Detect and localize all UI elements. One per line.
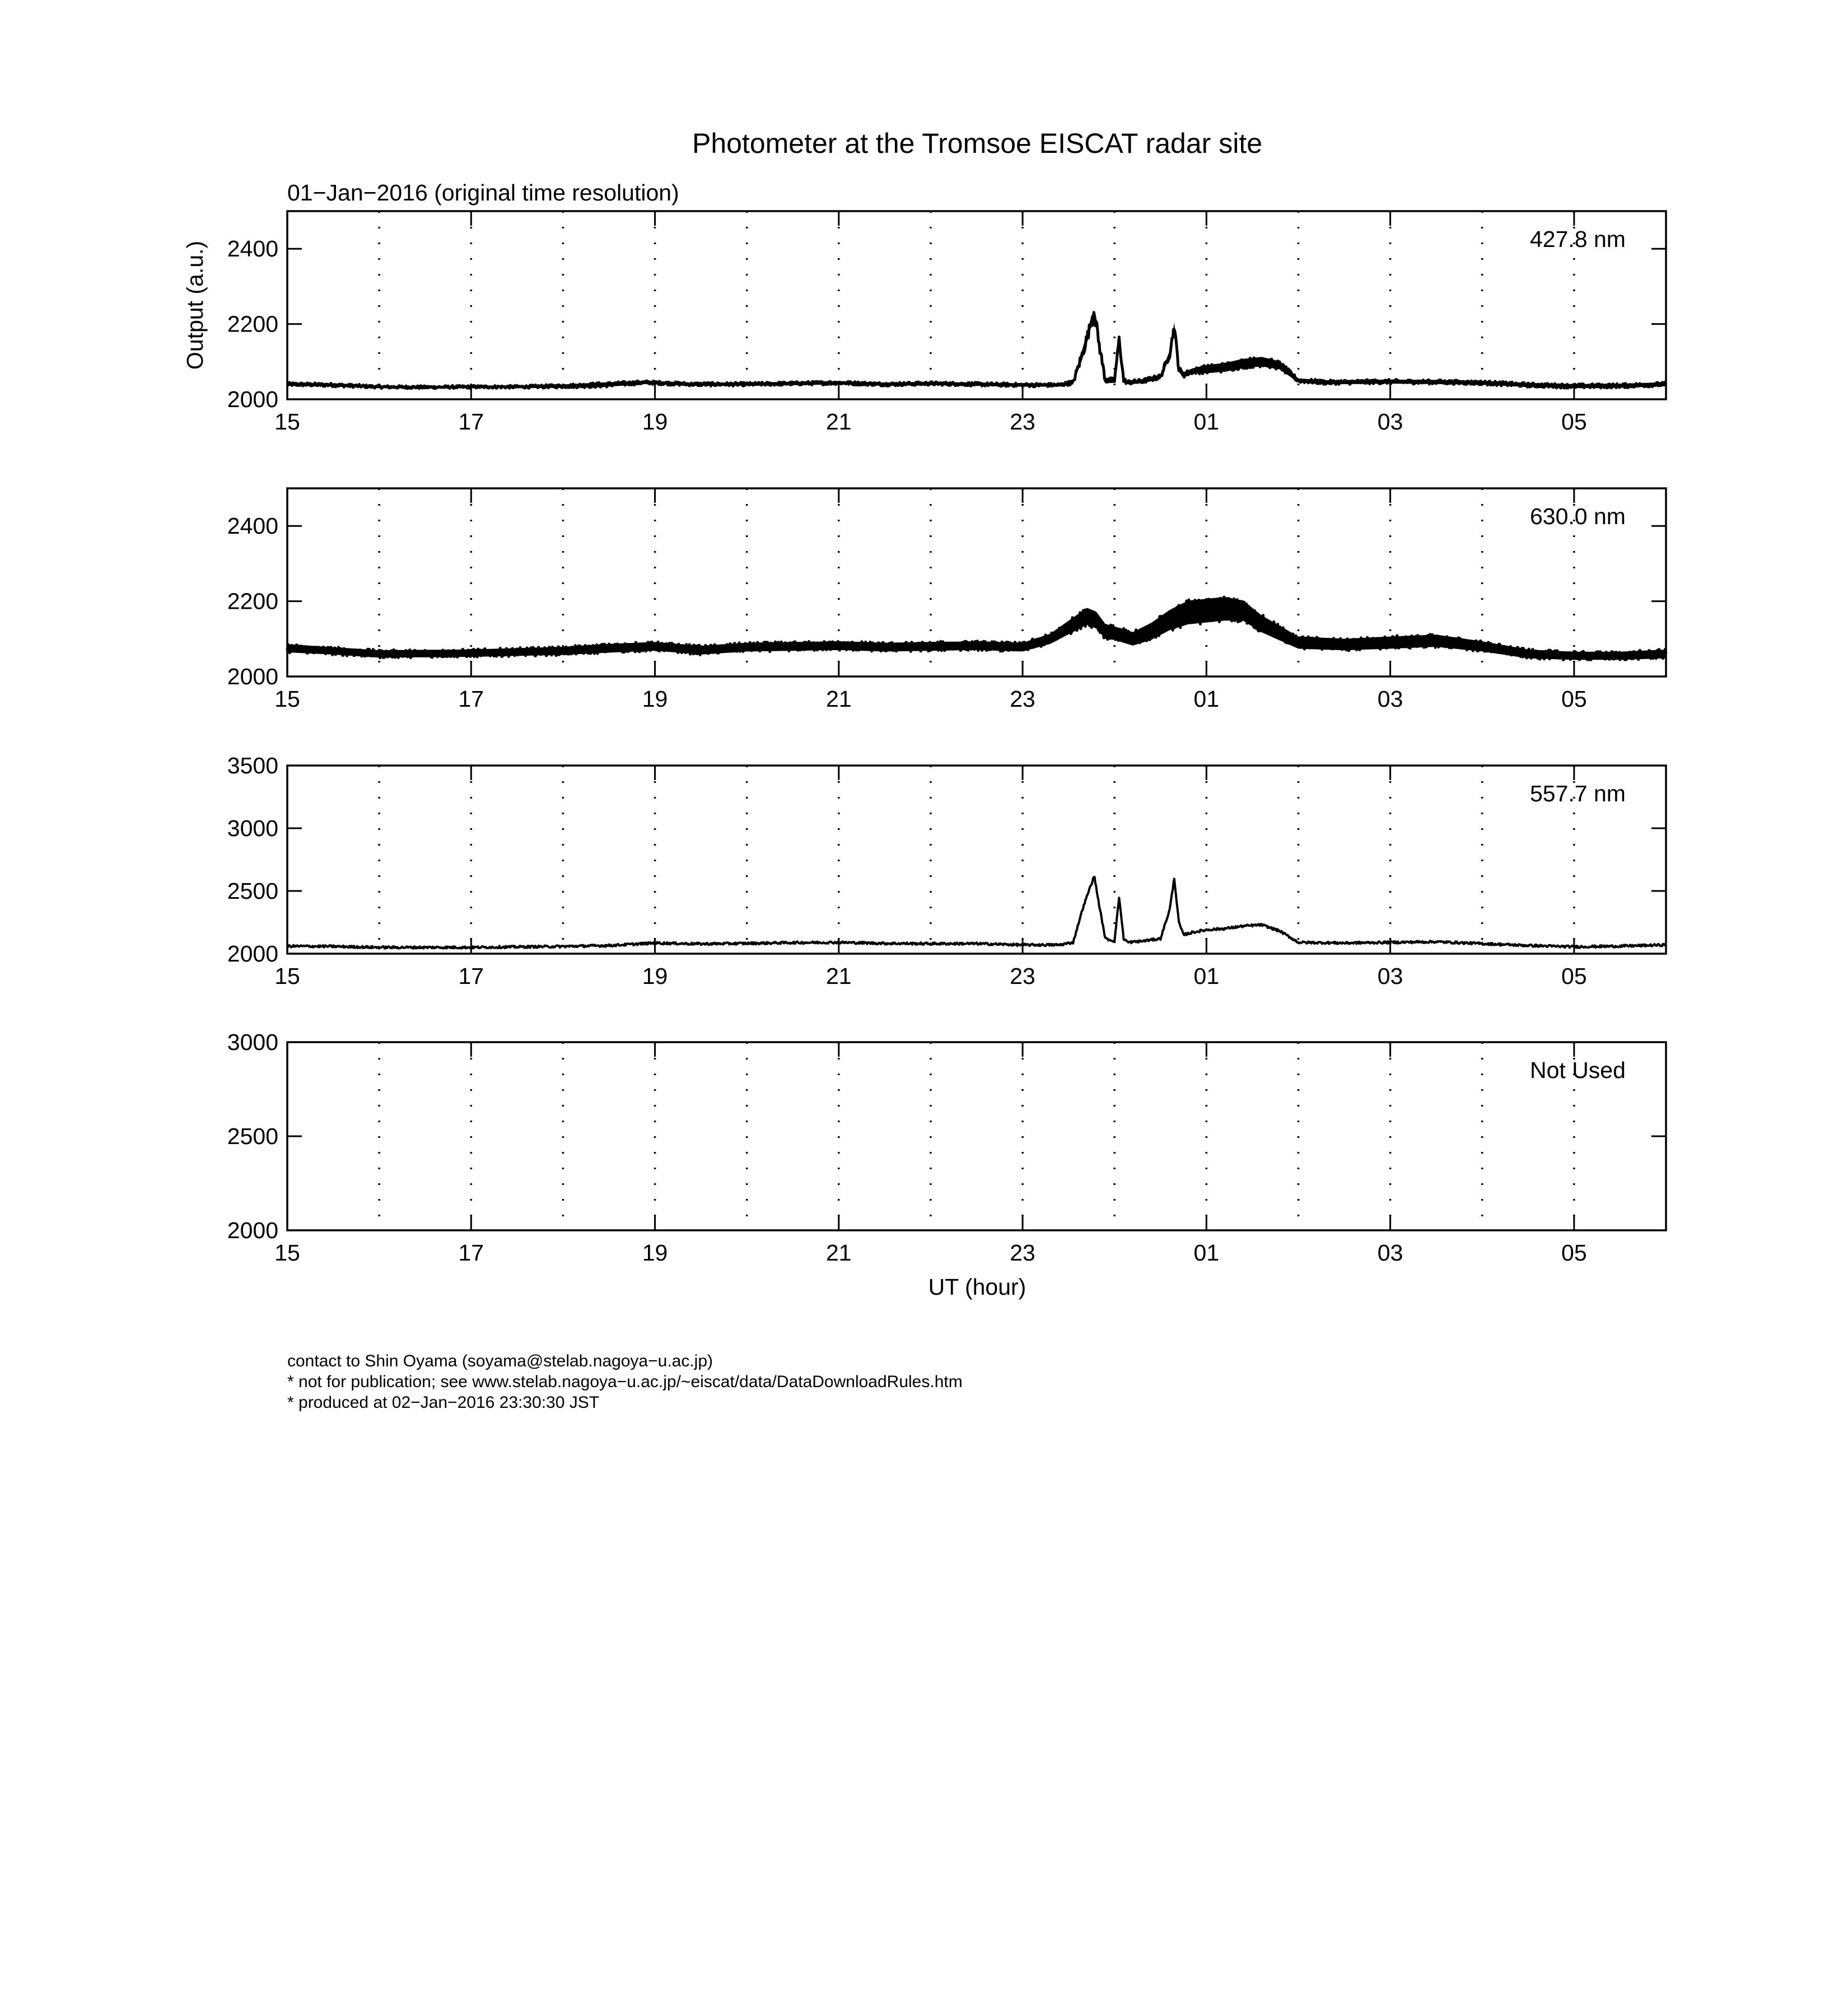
x-tick-label: 05 <box>1561 409 1587 435</box>
y-axis-label: Output (a.u.) <box>182 240 208 370</box>
x-tick-label: 15 <box>274 409 300 435</box>
x-tick-label: 01 <box>1193 686 1220 712</box>
y-tick-label: 2000 <box>227 1217 278 1243</box>
x-tick-label: 19 <box>642 963 668 989</box>
x-tick-label: 05 <box>1561 963 1587 989</box>
figure-title: Photometer at the Tromsoe EISCAT radar site <box>692 128 1263 159</box>
panel-4 <box>227 1029 1666 1266</box>
x-tick-label: 05 <box>1561 686 1587 712</box>
axes-box <box>287 211 1666 399</box>
x-tick-label: 19 <box>642 409 668 435</box>
x-tick-label: 21 <box>825 686 852 712</box>
x-tick-label: 17 <box>458 409 484 435</box>
axes-box <box>287 1042 1666 1230</box>
footer-notes <box>287 1351 963 1413</box>
panel-wavelength-label: 630.0 nm <box>1530 503 1626 529</box>
x-tick-label: 17 <box>458 1240 484 1266</box>
y-tick-label: 2200 <box>227 588 278 614</box>
footer-produced-at: * produced at 02−Jan−2016 23:30:30 JST <box>287 1393 600 1412</box>
x-tick-label: 05 <box>1561 1240 1587 1266</box>
y-tick-label: 3000 <box>227 1029 278 1055</box>
x-tick-label: 15 <box>274 686 300 712</box>
series-line <box>287 312 1666 389</box>
panel-wavelength-label: Not Used <box>1530 1057 1626 1083</box>
y-tick-label: 2000 <box>227 386 278 412</box>
y-tick-label: 2500 <box>227 1123 278 1149</box>
y-tick-label: 2200 <box>227 311 278 337</box>
y-tick-label: 2000 <box>227 941 278 967</box>
y-tick-label: 2500 <box>227 878 278 904</box>
x-axis-label: UT (hour) <box>928 1274 1026 1300</box>
axes-box <box>287 766 1666 954</box>
footer-contact: contact to Shin Oyama (soyama@stelab.nagoya−u.ac.jp) <box>287 1352 713 1370</box>
y-tick-label: 2400 <box>227 513 278 539</box>
x-tick-label: 19 <box>642 686 668 712</box>
x-tick-label: 01 <box>1193 1240 1220 1266</box>
x-tick-label: 23 <box>1010 686 1035 712</box>
x-tick-label: 15 <box>274 1240 300 1266</box>
x-tick-label: 17 <box>458 963 484 989</box>
series-line <box>287 877 1666 949</box>
x-tick-label: 19 <box>642 1240 668 1266</box>
x-tick-label: 03 <box>1377 686 1403 712</box>
x-tick-label: 03 <box>1377 1240 1403 1266</box>
series-band <box>287 597 1666 660</box>
x-tick-label: 21 <box>825 409 852 435</box>
x-tick-label: 01 <box>1193 963 1220 989</box>
panel-1 <box>227 211 1666 435</box>
x-tick-label: 23 <box>1010 963 1035 989</box>
y-tick-label: 2400 <box>227 236 278 262</box>
y-tick-label: 2000 <box>227 664 278 689</box>
y-tick-label: 3000 <box>227 815 278 841</box>
panel-3 <box>227 753 1666 989</box>
y-tick-label: 3500 <box>227 753 278 778</box>
figure-subtitle: 01−Jan−2016 (original time resolution) <box>287 180 679 206</box>
footer-publication-note: * not for publication; see www.stelab.nagoya−u.ac.jp/~eiscat/data/DataDownloadRules.htm <box>287 1373 963 1391</box>
panel-wavelength-label: 427.8 nm <box>1530 226 1626 252</box>
x-tick-label: 23 <box>1010 409 1035 435</box>
x-tick-label: 17 <box>458 686 484 712</box>
x-tick-label: 01 <box>1193 409 1220 435</box>
panel-2 <box>227 488 1666 712</box>
series-band <box>287 315 1666 389</box>
x-tick-label: 23 <box>1010 1240 1035 1266</box>
panels <box>227 211 1666 1266</box>
x-tick-label: 21 <box>825 963 852 989</box>
panel-wavelength-label: 557.7 nm <box>1530 781 1626 806</box>
x-tick-label: 03 <box>1377 963 1403 989</box>
x-tick-label: 21 <box>825 1240 852 1266</box>
x-tick-label: 03 <box>1377 409 1403 435</box>
x-tick-label: 15 <box>274 963 300 989</box>
